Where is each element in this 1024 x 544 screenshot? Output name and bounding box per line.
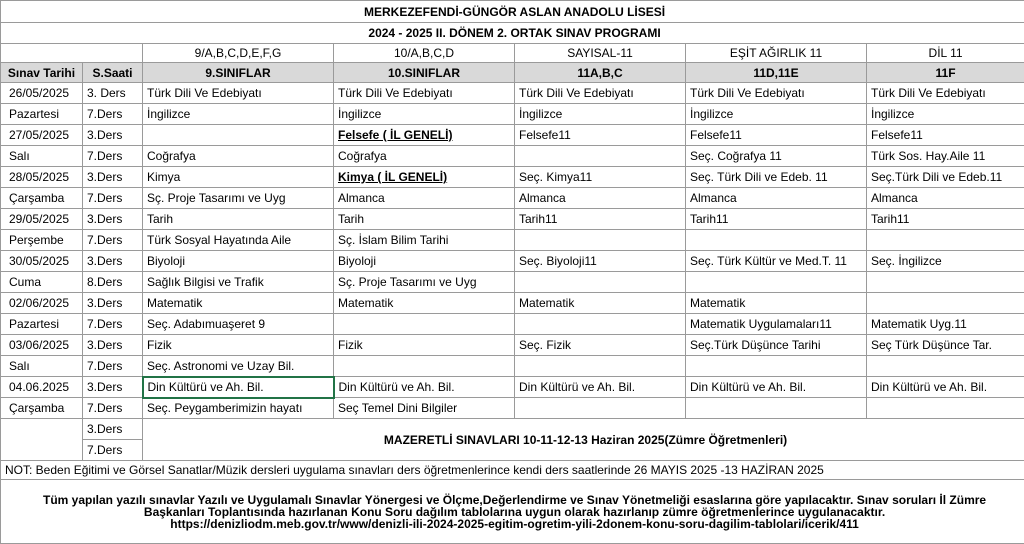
exam-subject[interactable]: [686, 398, 867, 419]
exam-subject[interactable]: Almanca: [334, 188, 515, 209]
exam-period[interactable]: 3.Ders: [83, 251, 143, 272]
exam-subject[interactable]: [867, 293, 1024, 314]
exam-subject[interactable]: Coğrafya: [334, 146, 515, 167]
exam-date[interactable]: 29/05/2025: [1, 209, 83, 230]
sheet-row: [1, 356, 1024, 377]
exam-subject[interactable]: [867, 356, 1024, 377]
exam-period[interactable]: 3.Ders: [83, 335, 143, 356]
exam-subject[interactable]: Fizik: [143, 335, 334, 356]
sheet-row: [1, 125, 1024, 146]
exam-subject[interactable]: Seç. Peygamberimizin hayatı: [143, 398, 334, 419]
makeup-period[interactable]: 3.Ders: [83, 419, 143, 440]
exam-subject[interactable]: Türk Dili Ve Edebiyatı: [334, 83, 515, 104]
exam-subject[interactable]: Tarih: [334, 209, 515, 230]
exam-subject[interactable]: Türk Dili Ve Edebiyatı: [686, 83, 867, 104]
exam-subject[interactable]: Felsefe11: [515, 125, 686, 146]
group-label[interactable]: 10/A,B,C,D: [334, 44, 515, 63]
exam-subject[interactable]: İngilizce: [515, 104, 686, 125]
exam-subject[interactable]: Matematik Uygulamaları11: [686, 314, 867, 335]
sheet-row: [1, 230, 1024, 251]
exam-subject[interactable]: Seç Türk Düşünce Tar.: [867, 335, 1024, 356]
exam-subject[interactable]: [143, 125, 334, 146]
sheet-row: [1, 209, 1024, 230]
exam-subject[interactable]: Biyoloji: [334, 251, 515, 272]
exam-subject[interactable]: Matematik: [143, 293, 334, 314]
exam-subject[interactable]: Seç. Biyoloji11: [515, 251, 686, 272]
footer-text[interactable]: [1, 480, 1024, 544]
exam-subject[interactable]: Almanca: [515, 188, 686, 209]
exam-date[interactable]: 02/06/2025: [1, 293, 83, 314]
exam-subject[interactable]: [515, 272, 686, 293]
sheet-row: [1, 188, 1024, 209]
sheet-row: [1, 167, 1024, 188]
exam-subject[interactable]: Türk Dili Ve Edebiyatı: [143, 83, 334, 104]
exam-subject[interactable]: [515, 356, 686, 377]
note-text[interactable]: NOT: Beden Eğitimi ve Görsel Sanatlar/Müzik dersleri uygulama sınavları ders öğretmenlerince kendi ders saatlerinde 26 MAYIS 2025 -13 HAZİRAN 2025: [1, 461, 1024, 480]
exam-subject[interactable]: Sç. Proje Tasarımı ve Uyg: [334, 272, 515, 293]
exam-subject[interactable]: Biyoloji: [143, 251, 334, 272]
exam-subject[interactable]: Tarih: [143, 209, 334, 230]
sheet-row: [1, 63, 1024, 83]
group-label[interactable]: 9/A,B,C,D,E,F,G: [143, 44, 334, 63]
exam-period[interactable]: 3.Ders: [83, 377, 143, 398]
exam-subject[interactable]: Tarih11: [686, 209, 867, 230]
sheet-row: [1, 23, 1024, 44]
exam-subject[interactable]: Sç. Proje Tasarımı ve Uyg: [143, 188, 334, 209]
exam-subject[interactable]: [334, 314, 515, 335]
exam-subject[interactable]: Matematik: [686, 293, 867, 314]
makeup-spacer[interactable]: [1, 419, 83, 461]
column-header[interactable]: 9.SINIFLAR: [143, 63, 334, 83]
exam-subject[interactable]: Türk Sosyal Hayatında Aile: [143, 230, 334, 251]
exam-period[interactable]: 7.Ders: [83, 356, 143, 377]
sheet-row: [1, 398, 1024, 419]
exam-weekday[interactable]: Cuma: [1, 272, 83, 293]
exam-subject[interactable]: İngilizce: [867, 104, 1024, 125]
sheet-row: [1, 480, 1024, 544]
exam-subject[interactable]: İngilizce: [686, 104, 867, 125]
exam-subject[interactable]: Seç.Türk Düşünce Tarihi: [686, 335, 867, 356]
group-label[interactable]: DİL 11: [867, 44, 1024, 63]
exam-period[interactable]: 7.Ders: [83, 104, 143, 125]
sheet-row: [1, 293, 1024, 314]
sheet-row: [1, 83, 1024, 104]
footer-line: https://denizliodm.meb.gov.tr/www/denizli-ili-2024-2025-egitim-ogretim-yili-2donem-konu-soru-dagilim-tablolari/icerik/411: [5, 518, 1024, 530]
program-title[interactable]: 2024 - 2025 II. DÖNEM 2. ORTAK SINAV PROGRAMI: [1, 23, 1024, 44]
column-header[interactable]: 10.SINIFLAR: [334, 63, 515, 83]
footer-line: Tüm yapılan yazılı sınavlar Yazılı ve Uygulamalı Sınavlar Yönergesi ve Ölçme,Değerlendirme ve Sınav Yönetmeliği esaslarına göre yapılacaktır. Sınav soruları İl Zümre: [5, 494, 1024, 506]
exam-subject[interactable]: Din Kültürü ve Ah. Bil.: [515, 377, 686, 398]
exam-subject[interactable]: Matematik Uyg.11: [867, 314, 1024, 335]
exam-subject[interactable]: Seç. Türk Dili ve Edeb. 11: [686, 167, 867, 188]
group-spacer[interactable]: [1, 44, 143, 63]
school-title[interactable]: MERKEZEFENDİ-GÜNGÖR ASLAN ANADOLU LİSESİ: [1, 1, 1024, 23]
column-header[interactable]: 11A,B,C: [515, 63, 686, 83]
column-header[interactable]: 11D,11E: [686, 63, 867, 83]
exam-weekday[interactable]: Çarşamba: [1, 398, 83, 419]
exam-subject[interactable]: [515, 314, 686, 335]
exam-subject[interactable]: Din Kültürü ve Ah. Bil.: [686, 377, 867, 398]
exam-weekday[interactable]: Salı: [1, 146, 83, 167]
sheet-row: [1, 272, 1024, 293]
exam-date[interactable]: 30/05/2025: [1, 251, 83, 272]
exam-subject[interactable]: [515, 146, 686, 167]
exam-subject[interactable]: [515, 230, 686, 251]
exam-subject[interactable]: Seç. Fizik: [515, 335, 686, 356]
exam-subject[interactable]: Seç. Coğrafya 11: [686, 146, 867, 167]
exam-subject[interactable]: Türk Dili Ve Edebiyatı: [515, 83, 686, 104]
exam-subject[interactable]: [867, 398, 1024, 419]
exam-subject[interactable]: Kimya ( İL GENELİ): [334, 167, 515, 188]
exam-subject[interactable]: Felsefe11: [686, 125, 867, 146]
exam-subject[interactable]: [686, 356, 867, 377]
exam-period[interactable]: 7.Ders: [83, 188, 143, 209]
exam-period[interactable]: 3.Ders: [83, 125, 143, 146]
exam-subject[interactable]: Felsefe11: [867, 125, 1024, 146]
exam-period[interactable]: 3.Ders: [83, 293, 143, 314]
exam-subject[interactable]: Din Kültürü ve Ah. Bil.: [334, 377, 515, 398]
exam-subject[interactable]: Sç. İslam Bilim Tarihi: [334, 230, 515, 251]
sheet-row: [1, 335, 1024, 356]
sheet-row: [1, 314, 1024, 335]
exam-subject[interactable]: İngilizce: [334, 104, 515, 125]
exam-period[interactable]: 8.Ders: [83, 272, 143, 293]
makeup-period[interactable]: 7.Ders: [83, 440, 143, 461]
makeup-title[interactable]: MAZERETLİ SINAVLARI 10-11-12-13 Haziran 2025(Zümre Öğretmenleri): [143, 419, 1024, 461]
exam-weekday[interactable]: Salı: [1, 356, 83, 377]
exam-period[interactable]: 3. Ders: [83, 83, 143, 104]
sheet-row: [1, 146, 1024, 167]
sheet-row: [1, 419, 1024, 440]
exam-period[interactable]: 3.Ders: [83, 167, 143, 188]
exam-subject[interactable]: Seç Temel Dini Bilgiler: [334, 398, 515, 419]
exam-period[interactable]: 7.Ders: [83, 230, 143, 251]
exam-subject[interactable]: Seç. Adabımuaşeret 9: [143, 314, 334, 335]
exam-date[interactable]: 04.06.2025: [1, 377, 83, 398]
exam-subject[interactable]: [686, 272, 867, 293]
exam-date[interactable]: 26/05/2025: [1, 83, 83, 104]
footer-line: Başkanları Toplantısında hazırlanan Konu Soru dağılım tablolarına uygun olarak hazırlanıp zümre öğretmenlerince uygulanacaktır.: [5, 506, 1024, 518]
sheet-row: [1, 44, 1024, 63]
sheet-row: [1, 461, 1024, 480]
exam-subject[interactable]: Seç. Kimya11: [515, 167, 686, 188]
exam-subject[interactable]: Din Kültürü ve Ah. Bil.: [867, 377, 1024, 398]
group-label[interactable]: EŞİT AĞIRLIK 11: [686, 44, 867, 63]
exam-subject[interactable]: Almanca: [686, 188, 867, 209]
exam-subject[interactable]: Sağlık Bilgisi ve Trafik: [143, 272, 334, 293]
exam-weekday[interactable]: Çarşamba: [1, 188, 83, 209]
sheet-row: [1, 251, 1024, 272]
exam-weekday[interactable]: Pazartesi: [1, 104, 83, 125]
exam-subject[interactable]: Seç.Türk Dili ve Edeb.11: [867, 167, 1024, 188]
exam-weekday[interactable]: Perşembe: [1, 230, 83, 251]
exam-subject[interactable]: Seç. Astronomi ve Uzay Bil.: [143, 356, 334, 377]
exam-subject[interactable]: Din Kültürü ve Ah. Bil.: [143, 377, 334, 398]
exam-period[interactable]: 7.Ders: [83, 314, 143, 335]
exam-subject[interactable]: Seç. İngilizce: [867, 251, 1024, 272]
exam-subject[interactable]: Matematik: [334, 293, 515, 314]
column-header[interactable]: Sınav Tarihi: [1, 63, 83, 83]
column-header[interactable]: S.Saati: [83, 63, 143, 83]
sheet-row: [1, 104, 1024, 125]
exam-date[interactable]: 03/06/2025: [1, 335, 83, 356]
exam-subject[interactable]: [867, 230, 1024, 251]
exam-subject[interactable]: Seç. Türk Kültür ve Med.T. 11: [686, 251, 867, 272]
exam-period[interactable]: 7.Ders: [83, 146, 143, 167]
exam-subject[interactable]: Felsefe ( İL GENELİ): [334, 125, 515, 146]
group-label[interactable]: SAYISAL-11: [515, 44, 686, 63]
exam-subject[interactable]: İngilizce: [143, 104, 334, 125]
exam-subject[interactable]: Matematik: [515, 293, 686, 314]
exam-date[interactable]: 28/05/2025: [1, 167, 83, 188]
exam-subject[interactable]: [686, 230, 867, 251]
exam-subject[interactable]: Fizik: [334, 335, 515, 356]
exam-period[interactable]: 3.Ders: [83, 209, 143, 230]
exam-subject[interactable]: Türk Dili Ve Edebiyatı: [867, 83, 1024, 104]
exam-subject[interactable]: Türk Sos. Hay.Aile 11: [867, 146, 1024, 167]
exam-subject[interactable]: Almanca: [867, 188, 1024, 209]
exam-subject[interactable]: Coğrafya: [143, 146, 334, 167]
exam-subject[interactable]: [515, 398, 686, 419]
exam-period[interactable]: 7.Ders: [83, 398, 143, 419]
exam-subject[interactable]: [867, 272, 1024, 293]
sheet-row: [1, 377, 1024, 398]
exam-weekday[interactable]: Pazartesi: [1, 314, 83, 335]
column-header[interactable]: 11F: [867, 63, 1024, 83]
exam-subject[interactable]: Tarih11: [515, 209, 686, 230]
exam-date[interactable]: 27/05/2025: [1, 125, 83, 146]
exam-subject[interactable]: Kimya: [143, 167, 334, 188]
sheet-row: [1, 1, 1024, 23]
exam-subject[interactable]: Tarih11: [867, 209, 1024, 230]
exam-subject[interactable]: [334, 356, 515, 377]
